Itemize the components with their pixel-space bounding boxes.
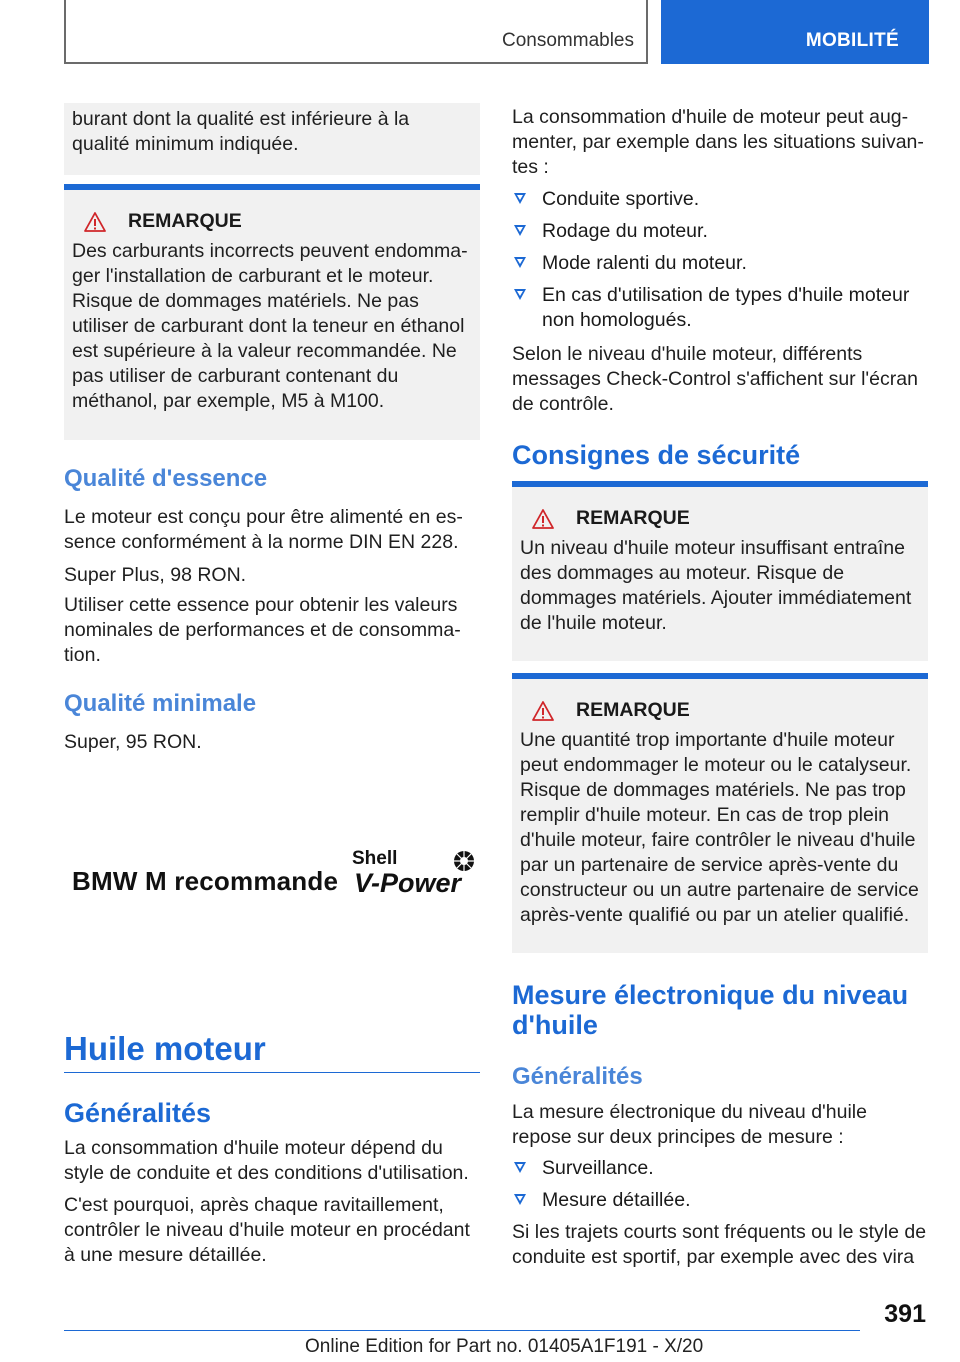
paragraph-last: Si les trajets courts sont fréquents ou le style de conduite est sportif, par exemple avec des vira xyxy=(512,1221,927,1268)
paragraph-check-control: Selon le niveau d'huile moteur, différents messages Check-Control s'affichent sur l'écran de contrôle. xyxy=(512,343,918,415)
list-item: Surveillance. xyxy=(512,1156,928,1181)
triangle-bullet-icon xyxy=(514,1194,526,1205)
paragraph-gen-2: C'est pourquoi, après chaque ravitaillement, contrôler le niveau d'huile moteur en procédant à une mesure détaillée. xyxy=(64,1194,470,1266)
header-chapter-box xyxy=(661,0,929,64)
note-title xyxy=(520,507,920,530)
heading-qualite-minimale: Qualité minimale xyxy=(64,690,257,717)
list-item: Mode ralenti du moteur. xyxy=(512,251,928,276)
triangle-bullet-icon xyxy=(514,225,526,236)
paragraph-intro: La consommation d'huile de moteur peut augmenter, par exemple dans les situations suivantes : xyxy=(512,106,924,178)
paragraph-gen-1: La consommation d'huile moteur dépend du style de conduite et des conditions d'utilisation. xyxy=(64,1137,469,1184)
triangle-bullet-icon xyxy=(514,289,526,300)
paragraph-essence-3: Utiliser cette essence pour obtenir les valeurs nominales de performances et de consommation. xyxy=(64,594,461,666)
bmw-shell-ad xyxy=(64,838,480,918)
warning-icon xyxy=(84,212,106,232)
paragraph-minimale: Super, 95 RON. xyxy=(64,731,202,753)
triangle-bullet-icon xyxy=(514,257,526,268)
note-title-text: REMARQUE xyxy=(576,507,690,529)
note-fuel xyxy=(64,184,480,440)
paragraph-mesure: La mesure électronique du niveau d'huile repose sur deux principes de mesure : xyxy=(512,1101,867,1148)
paragraph-essence-2: Super Plus, 98 RON. xyxy=(64,564,247,586)
list-item: En cas d'utilisation de types d'huile moteur non homologués. xyxy=(512,283,928,333)
header-section-label: Consommables xyxy=(502,30,634,51)
note-oil-high xyxy=(512,673,928,953)
heading-rule xyxy=(64,1072,480,1073)
heading-mesure-electronique: Mesure électronique du niveau d'huile xyxy=(512,980,909,1040)
heading-qualite-essence: Qualité d'essence xyxy=(64,465,268,492)
continued-block xyxy=(64,103,480,175)
heading-consignes: Consignes de sécurité xyxy=(512,440,801,470)
triangle-bullet-icon xyxy=(514,193,526,204)
paragraph-essence-1: Le moteur est conçu pour être alimenté en essence conformément à la norme DIN EN 228. xyxy=(64,506,463,553)
header-section-box xyxy=(64,0,648,64)
list-item: Conduite sportive. xyxy=(512,187,928,212)
bullet-list-situations xyxy=(512,187,928,340)
triangle-bullet-icon xyxy=(514,1162,526,1173)
list-item: Mesure détaillée. xyxy=(512,1188,928,1213)
footer-edition: Online Edition for Part no. 01405A1F191 - X/20 xyxy=(305,1336,704,1357)
note-title xyxy=(72,210,472,233)
note-text: Un niveau d'huile moteur insuffisant entraîne des dommages au moteur. Risque de dommages matériels. Ajouter immédiatement de l'huile moteur. xyxy=(520,537,912,634)
note-oil-low xyxy=(512,481,928,661)
note-title xyxy=(520,699,920,722)
note-text: Des carburants incorrects peuvent endommager l'installation de carburant et le moteur. Risque de dommages matériels. Ne pas utiliser de carburant dont la teneur en éthanol est supérieure à la valeur recommandée. Ne pas utiliser de carburant contenant du méthanol, par exemple, M5 à M100. xyxy=(72,240,468,412)
page-number: 391 xyxy=(884,1300,926,1328)
warning-icon xyxy=(532,701,554,721)
shell-logo-text: Shell xyxy=(352,848,398,869)
header-chapter-label: MOBILITÉ xyxy=(805,30,899,51)
vpower-emblem-icon xyxy=(453,850,475,872)
continued-text: burant dont la qualité est inférieure à la qualité minimum indiquée. xyxy=(72,108,410,155)
warning-icon xyxy=(532,509,554,529)
list-item: Rodage du moteur. xyxy=(512,219,928,244)
heading-generalites-2: Généralités xyxy=(512,1063,643,1090)
vpower-logo-text: V-Power xyxy=(354,868,462,898)
note-text: Une quantité trop importante d'huile moteur peut endommager le moteur ou le catalyseur. Risque de dommages matériels. Ne pas trop remplir d'huile moteur. En cas de trop plein d'huile moteur, faire contrôler le niveau d'huile par un partenaire de service après-vente du constructeur ou un autre partenaire de service après-vente qualifié ou par un atelier qualifié. xyxy=(520,729,919,926)
note-title-text: REMARQUE xyxy=(128,210,242,232)
heading-generalites: Généralités xyxy=(64,1098,212,1128)
note-title-text: REMARQUE xyxy=(576,699,690,721)
heading-huile-moteur: Huile moteur xyxy=(64,1030,266,1067)
footer-rule xyxy=(64,1330,860,1331)
bullet-list-principes xyxy=(512,1156,928,1220)
ad-text: BMW M recommande xyxy=(72,866,339,896)
